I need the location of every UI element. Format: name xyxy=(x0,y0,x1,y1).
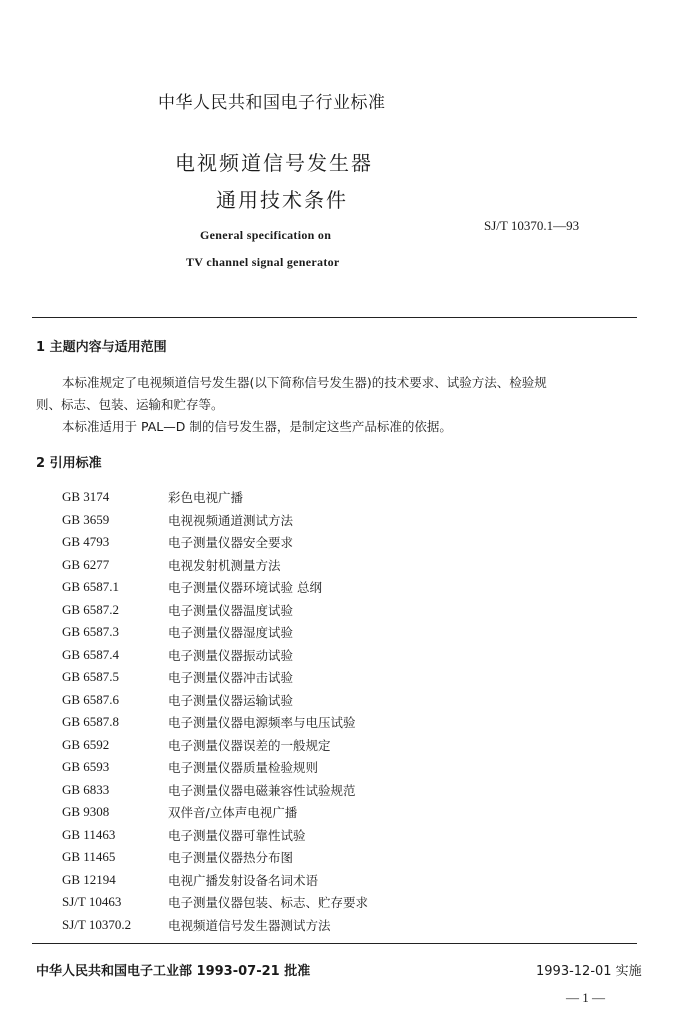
reference-item xyxy=(62,621,368,644)
page-number: — 1 — xyxy=(566,990,605,1005)
reference-title: 电子测量仪器温度试验 xyxy=(168,602,294,618)
reference-title: 电视发射机测量方法 xyxy=(168,557,281,573)
reference-code: GB 6587.3 xyxy=(62,624,120,640)
footer-divider xyxy=(32,943,637,944)
reference-item xyxy=(62,576,368,599)
reference-item xyxy=(62,734,368,757)
section-1-heading: 1 主题内容与适用范围 xyxy=(36,340,167,355)
approval-line: 中华人民共和国电子工业部 1993-07-21 批准 xyxy=(36,964,311,979)
reference-code: GB 6277 xyxy=(62,556,110,572)
issuing-organization: 中华人民共和国电子行业标准 xyxy=(158,93,386,113)
reference-item xyxy=(62,801,368,824)
reference-code: GB 4793 xyxy=(62,534,110,550)
reference-title: 双伴音/立体声电视广播 xyxy=(168,805,298,821)
reference-item xyxy=(62,599,368,622)
reference-item xyxy=(62,891,368,914)
reference-item xyxy=(62,486,368,509)
reference-code: SJ/T 10463 xyxy=(62,894,122,910)
standard-number: SJ/T 10370.1—93 xyxy=(484,218,580,233)
reference-code: GB 12194 xyxy=(62,871,116,887)
reference-title: 电视视频通道测试方法 xyxy=(168,512,294,528)
reference-item xyxy=(62,824,368,847)
reference-code: GB 6587.1 xyxy=(62,579,120,595)
reference-title: 电子测量仪器热分布图 xyxy=(168,850,294,866)
reference-title: 电子测量仪器环境试验 总纲 xyxy=(168,580,322,596)
reference-code: GB 6587.5 xyxy=(62,669,120,685)
english-title-line2: TV channel signal generator xyxy=(186,255,340,269)
reference-code: GB 9308 xyxy=(62,804,110,820)
document-title-line1: 电视频道信号发生器 xyxy=(175,151,373,175)
reference-title: 电子测量仪器振动试验 xyxy=(168,647,294,663)
reference-title: 电子测量仪器误差的一般规定 xyxy=(168,737,331,753)
reference-list xyxy=(62,486,368,936)
reference-title: 电子测量仪器可靠性试验 xyxy=(168,827,306,843)
reference-item xyxy=(62,531,368,554)
reference-title: 电子测量仪器安全要求 xyxy=(168,535,294,551)
reference-code: GB 6587.8 xyxy=(62,714,120,730)
section-2-heading: 2 引用标准 xyxy=(36,456,102,471)
document-title-line2: 通用技术条件 xyxy=(216,188,348,212)
section-1-paragraph-1-continued: 则、标志、包装、运输和贮存等。 xyxy=(36,397,224,412)
reference-item xyxy=(62,756,368,779)
reference-title: 电子测量仪器质量检验规则 xyxy=(168,760,319,776)
header-divider xyxy=(32,317,637,318)
section-1-paragraph-1: 本标准规定了电视频道信号发生器(以下简称信号发生器)的技术要求、试验方法、检验规 xyxy=(62,375,547,390)
reference-item xyxy=(62,689,368,712)
reference-code: GB 6593 xyxy=(62,759,110,775)
reference-title: 电视广播发射设备名词术语 xyxy=(168,872,319,888)
reference-code: GB 6592 xyxy=(62,736,110,752)
reference-title: 电子测量仪器电源频率与电压试验 xyxy=(168,715,356,731)
reference-item xyxy=(62,711,368,734)
reference-item xyxy=(62,509,368,532)
reference-code: GB 6587.2 xyxy=(62,601,120,617)
implementation-date: 1993-12-01 实施 xyxy=(536,964,642,979)
reference-item xyxy=(62,644,368,667)
reference-code: SJ/T 10370.2 xyxy=(62,916,132,932)
reference-title: 电子测量仪器包装、标志、贮存要求 xyxy=(168,895,369,911)
reference-code: GB 6587.6 xyxy=(62,691,120,707)
reference-item xyxy=(62,666,368,689)
reference-code: GB 6587.4 xyxy=(62,646,120,662)
reference-code: GB 11465 xyxy=(62,849,116,865)
reference-title: 电子测量仪器冲击试验 xyxy=(168,670,294,686)
reference-item xyxy=(62,869,368,892)
reference-title: 彩色电视广播 xyxy=(168,490,244,506)
reference-code: GB 3659 xyxy=(62,511,110,527)
reference-title: 电子测量仪器湿度试验 xyxy=(168,625,294,641)
reference-item xyxy=(62,779,368,802)
reference-item xyxy=(62,914,368,937)
reference-item xyxy=(62,846,368,869)
reference-title: 电子测量仪器运输试验 xyxy=(168,692,294,708)
reference-code: GB 3174 xyxy=(62,489,110,505)
section-1-paragraph-2: 本标准适用于 PAL—D 制的信号发生器，是制定这些产品标准的依据。 xyxy=(62,419,452,434)
reference-item xyxy=(62,554,368,577)
reference-title: 电视频道信号发生器测试方法 xyxy=(168,917,331,933)
reference-title: 电子测量仪器电磁兼容性试验规范 xyxy=(168,782,356,798)
english-title-line1: General specification on xyxy=(200,228,332,242)
reference-code: GB 11463 xyxy=(62,826,116,842)
reference-code: GB 6833 xyxy=(62,781,110,797)
